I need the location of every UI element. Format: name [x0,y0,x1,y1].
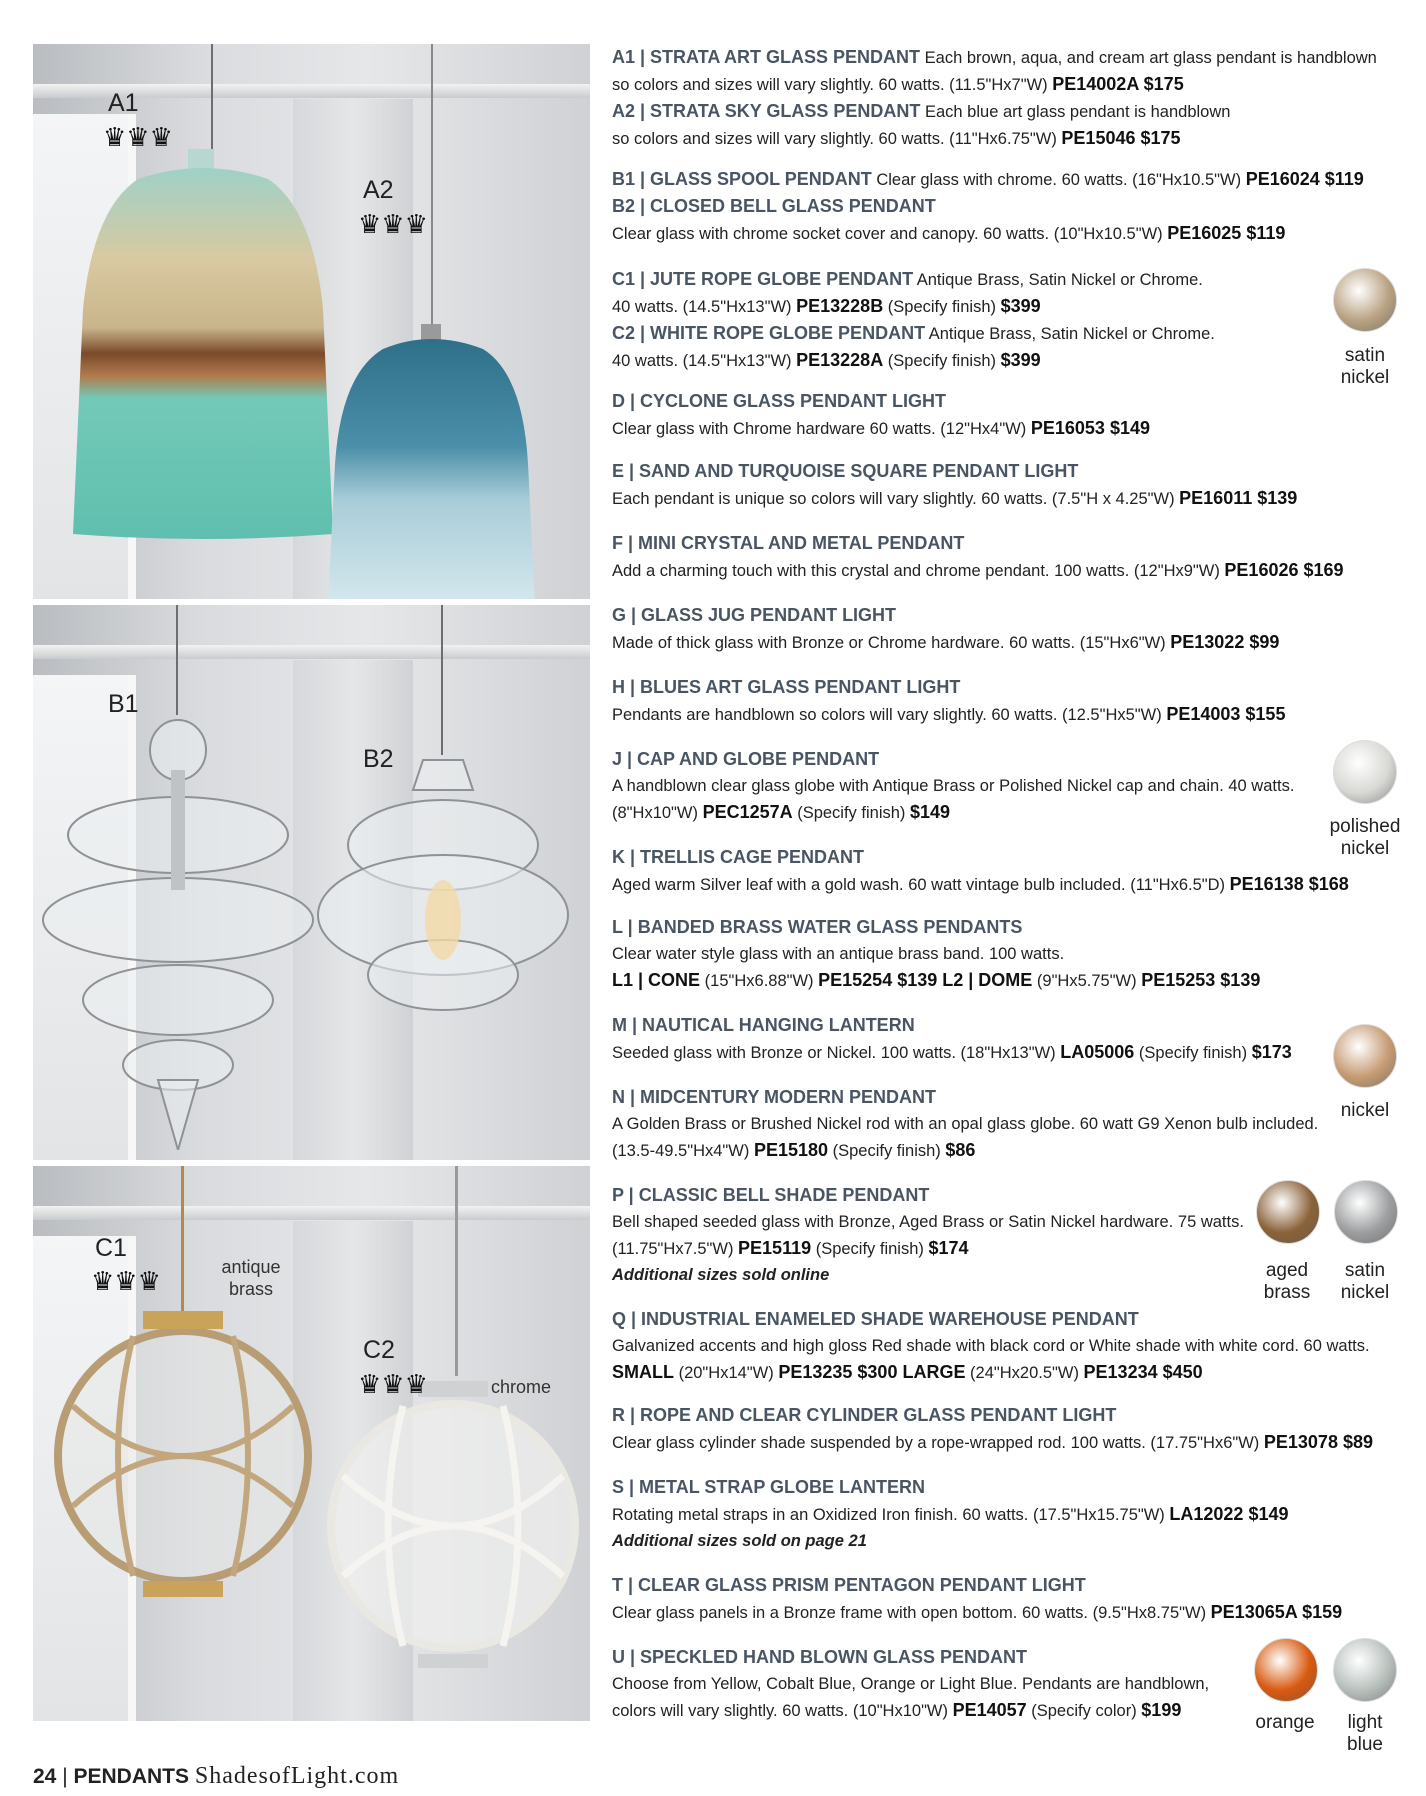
swatch-polished-nickel [1333,740,1397,804]
entry-price: $174 [928,1238,969,1258]
entry-text: Made of thick glass with Bronze or Chrome hardware. 60 watts. (15"Hx6"W) [612,634,1171,652]
entry-title: T | CLEAR GLASS PRISM PENTAGON PENDANT LIGHT [612,1575,1086,1595]
entry-code: PE16024 [1245,169,1320,189]
entry-title: C1 | JUTE ROPE GLOBE PENDANT [612,269,914,289]
entry-code: PE14057 [952,1700,1027,1720]
entry-text: Each brown, aqua, and cream art glass pendant is handblown [920,49,1377,67]
entry-line [612,1474,1402,1501]
product-entry [612,844,1402,898]
swatch-label-line: nickel [1340,1282,1390,1303]
entry-text: (Specify finish) [883,298,1001,316]
entry-price: $159 [1297,1602,1343,1622]
entry-text: (8"Hx10"W) [612,804,703,822]
entry-title: L | BANDED BRASS WATER GLASS PENDANTS [612,917,1023,937]
product-entry [612,388,1402,442]
entry-text: Clear water style glass with an antique brass band. 100 watts. [612,945,1065,963]
entry-price: $399 [1000,350,1041,370]
entry-code: PE15180 [753,1140,829,1160]
entry-code: PE16053 [1030,418,1105,438]
product-entry [612,1402,1402,1456]
entry-title: A1 | STRATA ART GLASS PENDANT [612,47,921,67]
entry-text: 40 watts. (14.5"Hx13"W) [612,352,797,370]
entry-code: PE15254 [818,970,893,990]
page-footer [33,1763,399,1790]
pendant-chain [455,1166,458,1376]
photo-panel-c [33,1166,590,1721]
entry-price: $399 [1000,296,1041,316]
website-link[interactable]: ShadesofLight.com [194,1763,400,1789]
entry-text: so colors and sizes will vary slightly. 60 watts. (11.5"Hx7"W) [612,76,1053,94]
entry-title: Q | INDUSTRIAL ENAMELED SHADE WAREHOUSE PENDANT [612,1309,1139,1329]
entry-price: $175 [1135,128,1181,148]
photo-label-b2: B2 [363,745,394,773]
crown-icon: ♛♛♛ [358,209,428,239]
entry-code: PE16011 [1179,488,1253,508]
entry-text: (Specify finish) [811,1240,929,1258]
entry-text: Clear glass cylinder shade suspended by a rope-wrapped rod. 100 watts. (17.75"Hx6"W) [612,1434,1264,1452]
entry-line [612,44,1402,71]
entry-line [612,941,1402,967]
swatch-label [1320,345,1410,389]
entry-price: $139 [1252,488,1298,508]
pendant-chain [181,1166,184,1316]
entry-line [612,320,1402,347]
entry-text: (20"Hx14"W) [674,1364,779,1382]
swatch-label-line: light [1347,1712,1383,1733]
entry-text: (13.5-49.5"Hx4"W) [612,1142,754,1160]
closed-bell-glass-shade [313,750,573,1020]
swatch-label-line: satin [1344,345,1386,366]
entry-code: PE13022 [1170,632,1245,652]
swatch-orange [1254,1638,1318,1702]
product-entry [612,674,1402,728]
finish-note-chrome: chrome [491,1377,552,1397]
entry-line [612,530,1402,557]
entry-line [612,602,1402,629]
entry-text: (11.75"Hx7.5"W) [612,1240,739,1258]
entry-title: R | ROPE AND CLEAR CYLINDER GLASS PENDANT LIGHT [612,1405,1117,1425]
entry-line [612,1599,1402,1626]
photo-label-c2: C2 [363,1336,395,1364]
entry-line [612,1501,1402,1528]
entry-text: Add a charming touch with this crystal and chrome pendant. 100 watts. (12"Hx9"W) [612,562,1225,580]
entry-ital: Additional sizes sold on page 21 [612,1532,867,1550]
entry-line [612,415,1402,442]
entry-text: (15"Hx6.88"W) [700,972,819,990]
entry-text: (Specify finish) [883,352,1001,370]
pendant-cord [441,605,443,755]
entry-line [612,1402,1402,1429]
crown-molding [33,1206,590,1220]
entry-title: D | CYCLONE GLASS PENDANT LIGHT [612,391,947,411]
entry-text: Each pendant is unique so colors will vary slightly. 60 watts. (7.5"H x 4.25"W) [612,490,1180,508]
entry-text: 40 watts. (14.5"Hx13"W) [612,298,797,316]
white-rope-globe-shade [318,1376,588,1676]
entry-line [612,1137,1402,1164]
entry-title: F | MINI CRYSTAL AND METAL PENDANT [612,533,965,553]
swatch-satin-nickel [1333,268,1397,332]
entry-text: Antique Brass, Satin Nickel or Chrome. [925,325,1215,343]
photo-label-a2: A2 [363,176,394,204]
entry-title: M | NAUTICAL HANGING LANTERN [612,1015,915,1035]
entry-code: PE13078 [1263,1432,1338,1452]
entry-code: SMALL [612,1362,674,1382]
entry-text: Rotating metal straps in an Oxidized Iron finish. 60 watts. (17.5"Hx15.75"W) [612,1506,1170,1524]
entry-text: (9"Hx5.75"W) [1032,972,1142,990]
entry-title: C2 | WHITE ROPE GLOBE PENDANT [612,323,926,343]
entry-ital: Additional sizes sold online [612,1266,830,1284]
entry-price: $119 [1241,223,1286,243]
entry-price: $149 [1243,1504,1289,1524]
entry-line [612,799,1402,826]
product-entry [612,1012,1402,1066]
strata-art-glass-shade [68,149,338,544]
swatch-aged-brass [1256,1180,1320,1244]
entry-line [612,674,1402,701]
entry-line [612,1039,1402,1066]
swatch-label [1320,1100,1410,1122]
entry-line [612,1012,1402,1039]
entry-price: $139 [1215,970,1261,990]
entry-text: Clear glass with chrome socket cover and canopy. 60 watts. (10"Hx10.5"W) [612,225,1168,243]
product-entry [612,1084,1402,1164]
entry-title: E | SAND AND TURQUOISE SQUARE PENDANT LIGHT [612,461,1079,481]
swatch-label-line: satin [1344,1260,1386,1281]
entry-price: $155 [1240,704,1286,724]
entry-line [612,871,1402,898]
strata-sky-glass-shade [323,324,543,599]
entry-title: K | TRELLIS CAGE PENDANT [612,847,865,867]
product-entry [612,530,1402,584]
entry-line [612,1572,1402,1599]
swatch-label-line: nickel [1340,1100,1390,1121]
entry-price: $175 [1138,74,1184,94]
swatch-label [1242,1260,1332,1304]
glass-spool-shade [38,710,318,1150]
entry-code: PE13228A [796,350,884,370]
photo-panel-a [33,44,590,599]
entry-title: H | BLUES ART GLASS PENDANT LIGHT [612,677,961,697]
product-entry [612,44,1402,152]
entry-code: PE16025 [1167,223,1242,243]
swatch-light-blue [1333,1638,1397,1702]
entry-code: LARGE [902,1362,966,1382]
entry-price: $99 [1244,632,1280,652]
entry-text: (Specify finish) [828,1142,946,1160]
entry-text: so colors and sizes will vary slightly. 60 watts. (11"Hx6.75"W) [612,130,1062,148]
entry-line [612,701,1402,728]
product-entry [612,1474,1402,1554]
swatch-nickel [1333,1024,1397,1088]
entry-title: B1 | GLASS SPOOL PENDANT [612,169,872,189]
entry-line [612,347,1402,374]
entry-text: (Specify color) [1026,1702,1142,1720]
swatch-label-line: nickel [1340,367,1390,388]
product-entry [612,746,1402,826]
entry-line [612,629,1402,656]
swatch-label [1240,1712,1330,1734]
photo-label-a1: A1 [108,89,139,117]
entry-title: G | GLASS JUG PENDANT LIGHT [612,605,897,625]
entry-title: J | CAP AND GLOBE PENDANT [612,749,880,769]
entry-title: U | SPECKLED HAND BLOWN GLASS PENDANT [612,1647,1028,1667]
pendant-cord [176,605,178,715]
entry-text: colors will vary slightly. 60 watts. (10"Hx10"W) [612,1702,953,1720]
entry-text: Aged warm Silver leaf with a gold wash. 60 watt vintage bulb included. (11"Hx6.5"D) [612,876,1230,894]
entry-text: (24"Hx20.5"W) [965,1364,1084,1382]
entry-code: LA12022 [1169,1504,1244,1524]
entry-code: PE15253 [1141,970,1216,990]
entry-text: A Golden Brass or Brushed Nickel rod with an opal glass globe. 60 watt G9 Xenon bulb included. [612,1115,1319,1133]
crown-icon: ♛♛♛ [358,1369,428,1399]
entry-code: PE15119 [738,1238,812,1258]
entry-price: $169 [1298,560,1344,580]
entry-text: Clear glass panels in a Bronze frame with open bottom. 60 watts. (9.5"Hx8.75"W) [612,1604,1211,1622]
entry-line [612,293,1402,320]
pendant-cord [431,44,433,329]
entry-code: PE16026 [1224,560,1299,580]
entry-text: Clear glass with chrome. 60 watts. (16"Hx10.5"W) [871,171,1246,189]
entry-text: A handblown clear glass globe with Antique Brass or Polished Nickel cap and chain. 40 watts. [612,777,1295,795]
swatch-satin-nickel [1334,1180,1398,1244]
entry-code: PEC1257A [702,802,793,822]
entry-line [612,1528,1402,1554]
entry-code: PE16138 [1229,874,1304,894]
swatch-label-line: brass [1263,1282,1311,1303]
entry-price: $86 [945,1140,976,1160]
finish-note-antique-brass: antique brass [221,1257,281,1299]
entry-line [612,844,1402,871]
entry-code: PE13234 [1083,1362,1158,1382]
product-entry [612,1572,1402,1626]
entry-code: PE14003 [1166,704,1241,724]
swatch-label-line: orange [1255,1712,1315,1733]
entry-text: Galvanized accents and high gloss Red shade with black cord or White shade with white cord. 60 watts. [612,1337,1370,1355]
swatch-label-line: nickel [1340,838,1390,859]
entry-text: Antique Brass, Satin Nickel or Chrome. [913,271,1203,289]
entry-title: S | METAL STRAP GLOBE LANTERN [612,1477,926,1497]
entry-code: PE13235 [778,1362,853,1382]
entry-text: Pendants are handblown so colors will vary slightly. 60 watts. (12.5"Hx5"W) [612,706,1167,724]
photo-panel-b [33,605,590,1160]
entry-line [612,967,1402,994]
entry-line [612,1084,1402,1111]
entry-price: $139 [892,970,943,990]
swatch-label-line: blue [1347,1734,1383,1755]
entry-code: PE14002A [1052,74,1139,94]
product-entry [612,914,1402,994]
entry-code: LA05006 [1060,1042,1135,1062]
entry-line [612,1306,1402,1333]
crown-icon: ♛♛♛ [103,122,173,152]
entry-line [612,266,1402,293]
entry-line [612,1429,1402,1456]
swatch-label-line: polished [1329,816,1401,837]
swatch-label [1320,1260,1410,1304]
photo-label-b1: B1 [108,690,139,718]
entry-text: (Specify finish) [1134,1044,1252,1062]
entry-line [612,98,1402,125]
entry-line [612,125,1402,152]
entry-text: Clear glass with Chrome hardware 60 watts. (12"Hx4"W) [612,420,1031,438]
entry-text: Choose from Yellow, Cobalt Blue, Orange or Light Blue. Pendants are handblown, [612,1675,1210,1693]
swatch-label-line: aged [1265,1260,1309,1281]
entry-text: Seeded glass with Bronze or Nickel. 100 watts. (18"Hx13"W) [612,1044,1061,1062]
entry-line [612,193,1402,220]
entry-text: Each blue art glass pendant is handblown [920,103,1231,121]
entry-title: P | CLASSIC BELL SHADE PENDANT [612,1185,930,1205]
entry-line [612,485,1402,512]
entry-line [612,1359,1402,1386]
entry-line [612,773,1402,799]
entry-code: L1 | CONE [612,970,701,990]
pendant-cord [211,44,213,159]
entry-line [612,166,1402,193]
jute-rope-globe-shade [43,1306,323,1606]
entry-title: A2 | STRATA SKY GLASS PENDANT [612,101,921,121]
entry-price: $89 [1337,1432,1374,1452]
swatch-label [1320,1712,1410,1756]
entry-line [612,914,1402,941]
entry-title: N | MIDCENTURY MODERN PENDANT [612,1087,937,1107]
footer-separator: | [56,1765,74,1788]
entry-line [612,746,1402,773]
entry-line [612,71,1402,98]
product-entry [612,602,1402,656]
entry-code: PE13065A [1210,1602,1298,1622]
entry-line [612,388,1402,415]
photo-label-c1: C1 [95,1234,127,1262]
entry-price: $149 [1104,418,1150,438]
entry-line [612,458,1402,485]
section-name: PENDANTS [73,1765,189,1788]
crown-icon: ♛♛♛ [91,1266,161,1296]
entry-line [612,557,1402,584]
product-entry [612,1306,1402,1386]
entry-price: $173 [1251,1042,1292,1062]
entry-code: PE15046 [1061,128,1136,148]
entry-price: $149 [910,802,951,822]
entry-line [612,1333,1402,1359]
product-entry [612,266,1402,374]
entry-text: Bell shaped seeded glass with Bronze, Aged Brass or Satin Nickel hardware. 75 watts. [612,1213,1244,1231]
page-number: 24 [33,1765,57,1788]
entry-price: $199 [1141,1700,1182,1720]
product-entry [612,166,1402,247]
crown-molding [33,645,590,659]
entry-line [612,1111,1402,1137]
entry-text: (Specify finish) [792,804,910,822]
entry-title: B2 | CLOSED BELL GLASS PENDANT [612,196,936,216]
entry-line [612,220,1402,247]
entry-code: L2 | DOME [942,970,1033,990]
entry-price: $300 [852,1362,903,1382]
entry-price: $450 [1157,1362,1203,1382]
entry-code: PE13228B [796,296,884,316]
entry-price: $168 [1303,874,1349,894]
swatch-label [1320,816,1410,860]
product-entry [612,458,1402,512]
entry-price: $119 [1319,169,1364,189]
